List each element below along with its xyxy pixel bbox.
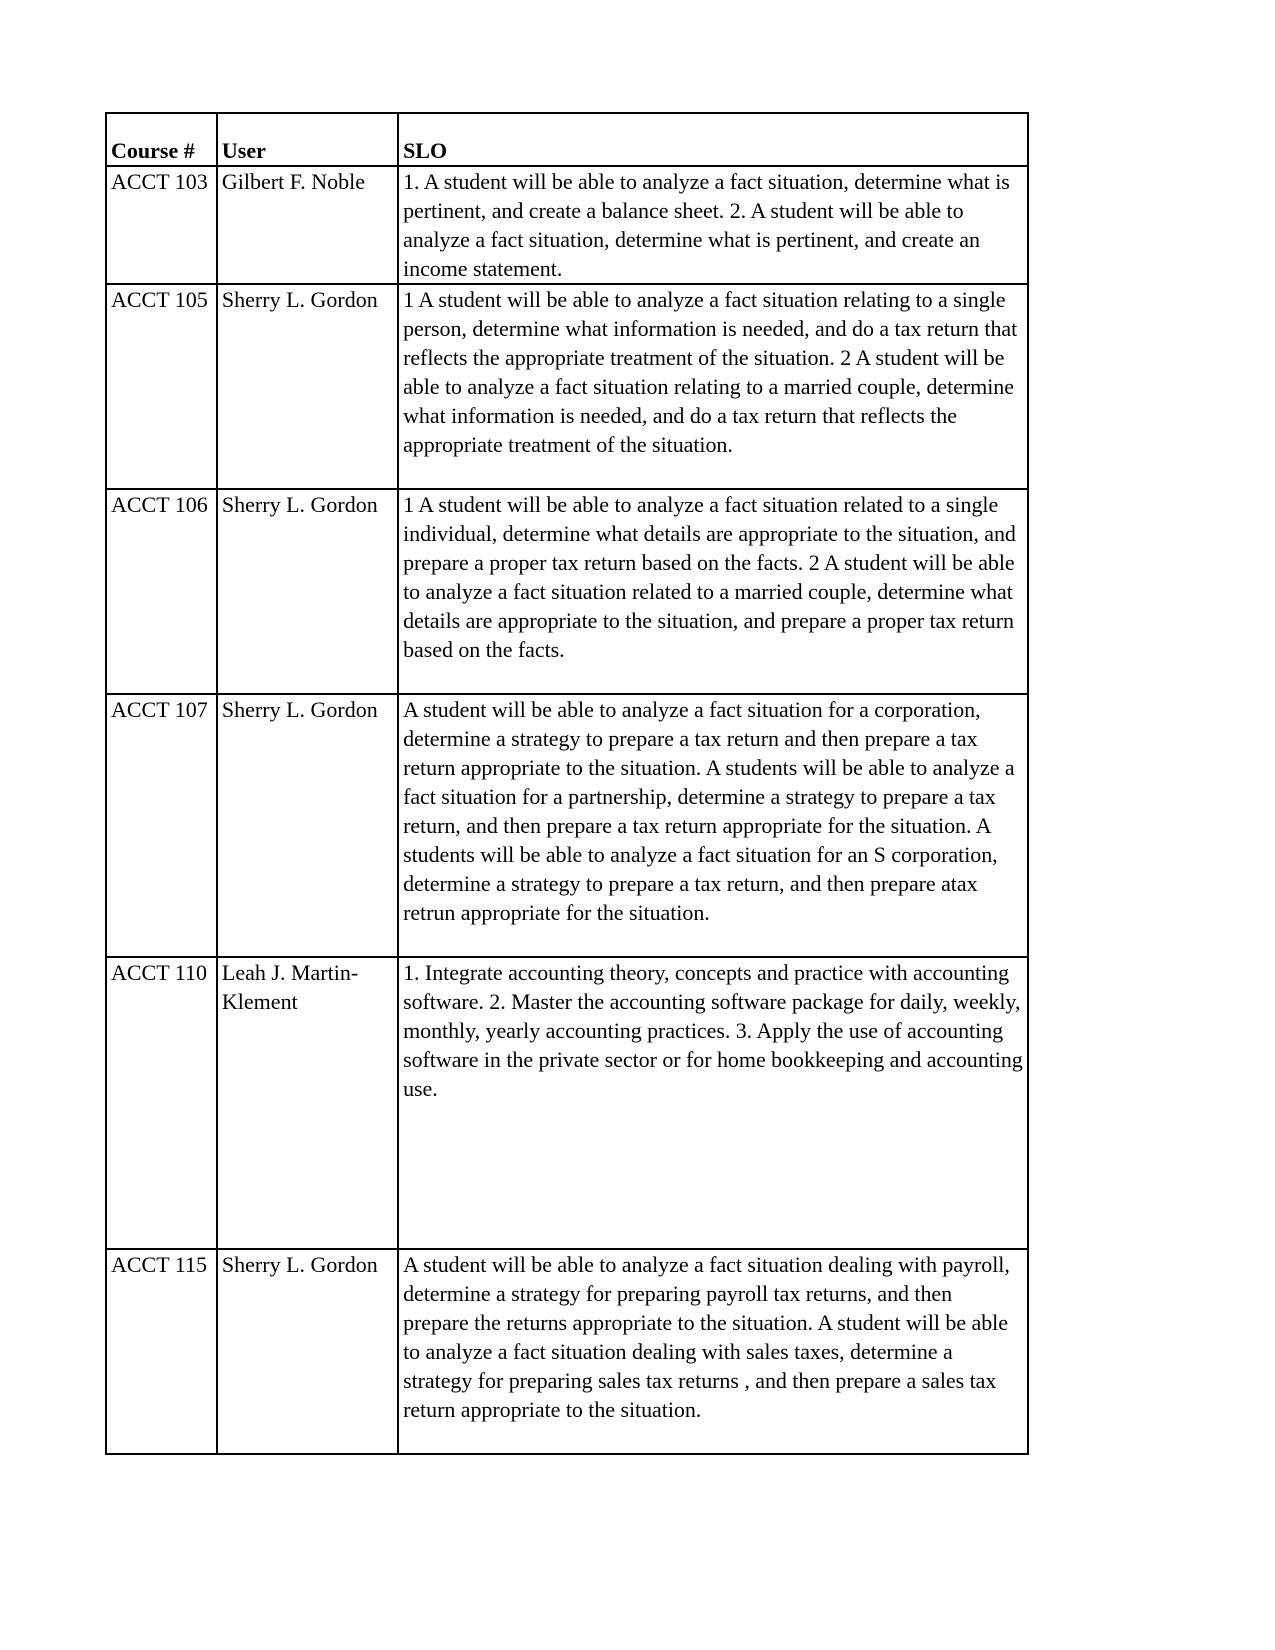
table-row [106,489,1028,694]
table-row [106,1249,1028,1454]
slo-cell: 1. Integrate accounting theory, concepts and practice with accounting software. 2. Master the accounting software package for daily, weekly, monthly, yearly accounting practices. 3. Apply the use of accounting software in the private sector or for home bookkeeping and accounting use. [398,957,1028,1249]
course-cell: ACCT 115 [106,1249,217,1454]
slo-cell: 1 A student will be able to analyze a fact situation related to a single individual, determine what details are appropriate to the situation, and prepare a proper tax return based on the facts. 2 A student will be able to analyze a fact situation related to a married couple, determine what details are appropriate to the situation, and prepare a proper tax return based on the facts. [398,489,1028,694]
user-cell: Sherry L. Gordon [217,694,398,957]
slo-cell: A student will be able to analyze a fact situation dealing with payroll, determine a strategy for preparing payroll tax returns, and then prepare the returns appropriate to the situation. A student will be able to analyze a fact situation dealing with sales taxes, determine a strategy for preparing sales tax returns , and then prepare a sales tax return appropriate to the situation. [398,1249,1028,1454]
course-cell: ACCT 103 [106,166,217,284]
course-cell: ACCT 106 [106,489,217,694]
course-cell: ACCT 110 [106,957,217,1249]
table-row [106,166,1028,284]
slo-cell: 1. A student will be able to analyze a fact situation, determine what is pertinent, and create a balance sheet. 2. A student will be able to analyze a fact situation, determine what is pertinent, and create an income statement. [398,166,1028,284]
user-cell: Leah J. Martin-Klement [217,957,398,1249]
slo-cell: A student will be able to analyze a fact situation for a corporation, determine a strategy to prepare a tax return and then prepare a tax return appropriate to the situation. A students will be able to analyze a fact situation for a partnership, determine a strategy to prepare a tax return, and then prepare a tax return appropriate for the situation. A students will be able to analyze a fact situation for an S corporation, determine a strategy to prepare a tax return, and then prepare atax retrun appropriate for the situation. [398,694,1028,957]
course-cell: ACCT 107 [106,694,217,957]
header-course: Course # [106,113,217,166]
slo-cell: 1 A student will be able to analyze a fact situation relating to a single person, determine what information is needed, and do a tax return that reflects the appropriate treatment of the situation. 2 A student will be able to analyze a fact situation relating to a married couple, determine what information is needed, and do a tax return that reflects the appropriate treatment of the situation. [398,284,1028,489]
header-row [106,113,1028,166]
user-cell: Gilbert F. Noble [217,166,398,284]
table-row [106,694,1028,957]
table-row [106,957,1028,1249]
slo-table [105,112,1029,1455]
header-slo: SLO [398,113,1028,166]
header-user: User [217,113,398,166]
user-cell: Sherry L. Gordon [217,489,398,694]
course-cell: ACCT 105 [106,284,217,489]
user-cell: Sherry L. Gordon [217,284,398,489]
table-row [106,284,1028,489]
user-cell: Sherry L. Gordon [217,1249,398,1454]
